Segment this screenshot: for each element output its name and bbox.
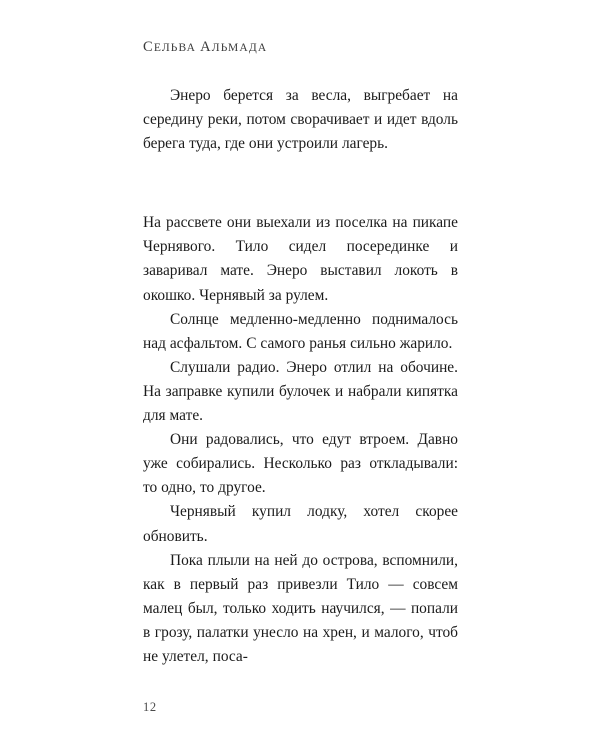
section-break — [143, 156, 458, 211]
running-head-initial-2: А — [200, 39, 212, 55]
paragraph: Слушали радио. Энеро отлил на обочине. На заправке купили булочек и набрали кипятка для мате. — [143, 358, 458, 425]
running-head-rest-1: ЕЛЬВА — [153, 42, 197, 54]
paragraph: Солнце медленно-медленно поднималось над асфальтом. С самого ранья сильно жарило. — [143, 310, 458, 352]
paragraph: Чернявый купил лодку, хотел скорее обновить. — [143, 503, 458, 545]
paragraph: Энеро берется за весла, выгребает на середину реки, потом сворачивает и идет вдоль берега туда, где они устроили лагерь. — [143, 87, 458, 153]
running-head — [143, 40, 267, 55]
running-head-initial-1: С — [143, 39, 154, 55]
paragraph: Пока плыли на ней до острова, вспомнили, как в первый раз привезли Тило — совсем малец был, только ходить научился, — попали в грозу, палатки унесло на хрен, и малого, чтоб не улетел, поса- — [143, 551, 458, 665]
paragraph: На рассвете они выехали из поселка на пикапе Чернявого. Тило сидел посерединке и заваривал мате. Энеро выставил локоть в окошко. Чернявый за рулем. — [143, 214, 458, 304]
section-1 — [143, 84, 458, 156]
paragraph: Они радовались, что едут втроем. Давно уже собирались. Несколько раз откладывали: то одно, то другое. — [143, 431, 458, 497]
page-number: 12 — [143, 700, 157, 714]
running-head-rest-2: ЛЬМАДА — [211, 42, 268, 54]
body-text-block — [143, 84, 458, 669]
section-2 — [143, 211, 458, 669]
